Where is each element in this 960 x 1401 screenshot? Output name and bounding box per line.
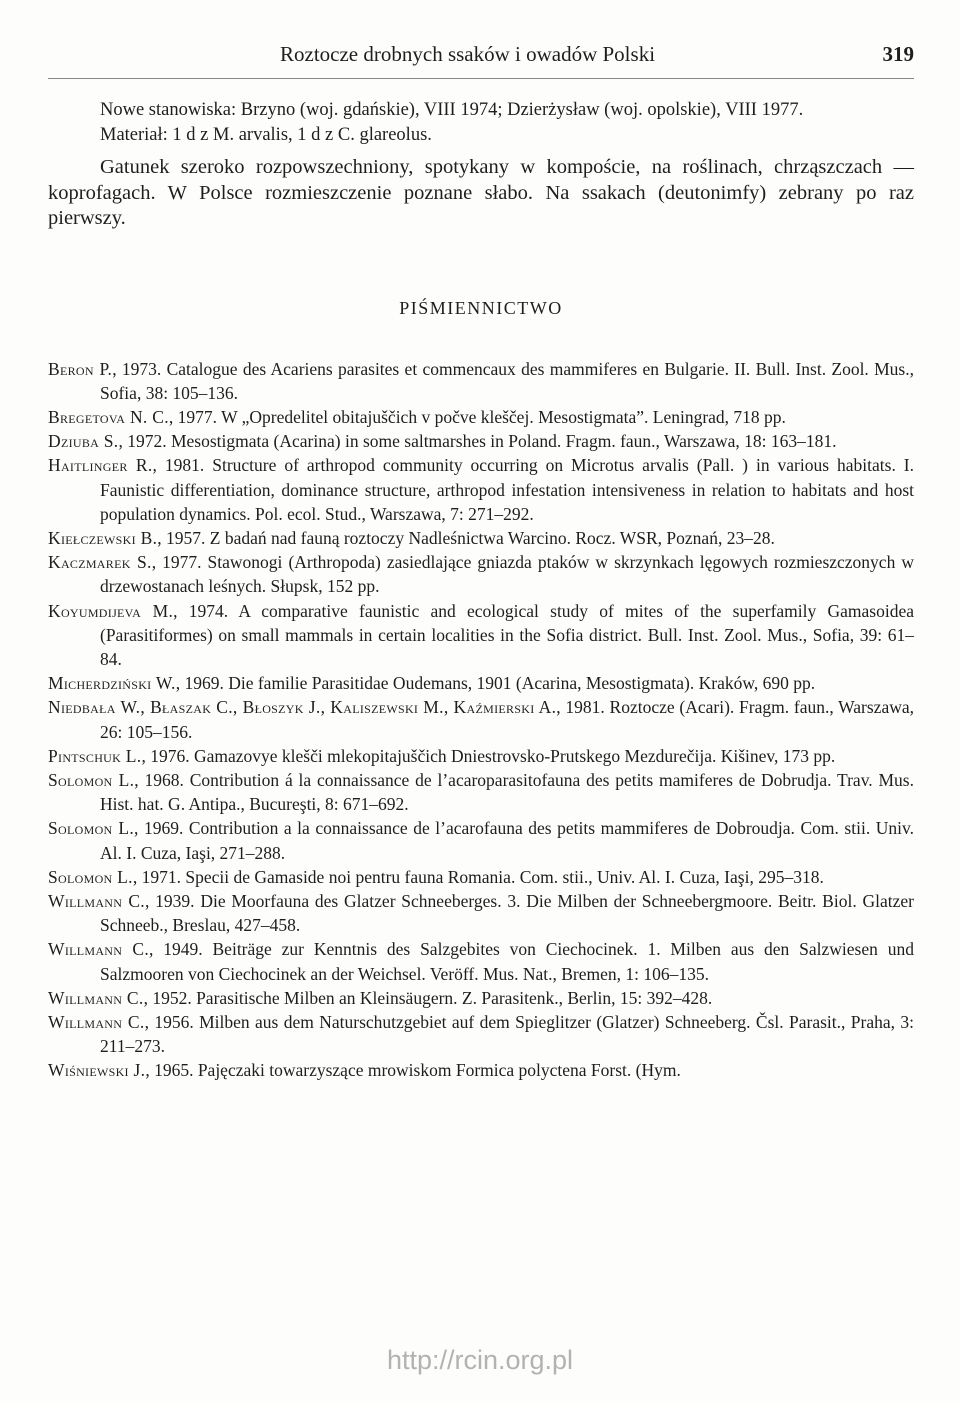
reference-text: , 1972. Mesostigmata (Acarina) in some saltmarshes in Poland. Fragm. faun., Warszawa, 18: 163–181.: [118, 431, 837, 452]
reference-text: , 1957. Z badań nad fauną roztoczy Nadleśnictwa Warcino. Rocz. WSR, Poznań, 23–28.: [157, 527, 775, 548]
reference-item: [48, 1058, 914, 1082]
reference-item: [48, 986, 914, 1010]
reference-item: [48, 550, 914, 598]
reference-text: , 1969. Die familie Parasitidae Oudemans, 1901 (Acarina, Mesostigmata). Kraków, 690 pp.: [175, 673, 816, 694]
reference-text: , 1981. Structure of arthropod community occurring on Microtus arvalis (Pall. ) in various habitats. I. Faunistic differentiation, dominance structure, arthropod infestation intensiveness in relation to habitats and host population dynamics. Pol. ecol. Stud., Warszawa, 7: 271–292.: [100, 455, 914, 524]
running-header: [48, 42, 914, 72]
reference-item: [48, 889, 914, 937]
reference-text: , 1974. A comparative faunistic and ecological study of mites of the superfamily Gamasoidea (Parasitiformes) on small mammals in certain localities in the Sofia district. Bull. Inst. Zool. Mus., Sofia, 39: 61–84.: [100, 600, 914, 669]
reference-item: [48, 671, 914, 695]
reference-author: Bregetova N. C.: [48, 406, 169, 427]
reference-list: [48, 357, 914, 1083]
reference-author: Pintschuk L.: [48, 745, 142, 766]
reference-author: Willmann C.: [48, 1011, 145, 1032]
reference-item: [48, 599, 914, 672]
reference-text: , 1939. Die Moorfauna des Glatzer Schneeberges. 3. Die Milben der Schneebergmoore. Beitr. Biol. Glatzer Schneeb., Breslau, 427–458.: [100, 890, 914, 936]
reference-author: Solomon L.: [48, 866, 133, 887]
running-title: Roztocze drobnych ssaków i owadów Polski: [280, 42, 656, 66]
reference-item: [48, 865, 914, 889]
reference-author: Willmann C.: [48, 987, 144, 1008]
reference-item: [48, 453, 914, 526]
reference-author: Kaczmarek S.: [48, 552, 152, 573]
intro-material: Materiał: 1 d z M. arvalis, 1 d z C. glareolus.: [100, 125, 432, 145]
reference-item: [48, 937, 914, 985]
reference-author: Wiśniewski J.: [48, 1060, 146, 1081]
reference-text: , 1965. Pajęczaki towarzyszące mrowiskom Formica polyctena Forst. (Hym.: [145, 1060, 681, 1081]
reference-text: , 1969. Contribution a la connaissance de l’acarofauna des petits mammiferes de Dobroudja. Com. stii. Univ. Al. I. Cuza, Iaşi, 271–288.: [100, 818, 914, 863]
reference-text: , 1976. Gamazovye klešči mlekopitajuščich Dniestrovsko-Prutskego Mezdurečija. Kišinev, 173 pp.: [141, 745, 836, 766]
reference-author: Haitlinger R.: [48, 455, 153, 476]
reference-item: [48, 405, 914, 429]
page-body: [48, 98, 914, 1083]
reference-text: , 1956. Milben aus dem Naturschutzgebiet auf dem Spieglitzer (Glatzer) Schneeberg. Čsl. Parasit., Praha, 3: 211–273.: [100, 1011, 914, 1057]
reference-item: [48, 357, 914, 405]
reference-item: [48, 816, 914, 864]
reference-author: Micherdziński W.: [48, 673, 176, 694]
reference-author: Dziuba S.: [48, 431, 119, 452]
reference-author: Kiełczewski B.: [48, 527, 158, 548]
header-rule: [48, 78, 914, 79]
section-title: PIŚMIENNICTWO: [399, 297, 563, 318]
reference-item: [48, 695, 914, 743]
reference-item: [48, 526, 914, 550]
reference-item: [48, 429, 914, 453]
reference-text: , 1981. Roztocze (Acari). Fragm. faun., Warszawa, 26: 105–156.: [100, 697, 914, 742]
reference-author: Beron P.: [48, 358, 113, 379]
reference-text: , 1977. W „Opredelitel obitajuščich v počve kleščej. Mesostigmata”. Leningrad, 718 pp.: [168, 406, 786, 427]
reference-text: , 1973. Catalogue des Acariens parasites et commencaux des mammiferes en Bulgarie. II. Bull. Inst. Zool. Mus., Sofia, 38: 105–136.: [100, 358, 914, 403]
reference-text: , 1977. Stawonogi (Arthropoda) zasiedlające gniazda ptaków w skrzynkach lęgowych rozmieszczonych w drzewostanach leśnych. Słupsk, 152 pp.: [100, 552, 915, 597]
reference-text: , 1968. Contribution á la connaissance de l’acaroparasitofauna des petits mamiferes de Dobrudja. Trav. Mus. Hist. hat. G. Antipa., Bucureşti, 8: 671–692.: [100, 769, 914, 815]
reference-author: Willmann C.: [48, 890, 145, 911]
reference-item: [48, 768, 914, 816]
reference-author: Koyumdijeva M.: [48, 600, 174, 621]
reference-author: Niedbała W., Błaszak C., Błoszyk J., Kaliszewski M., Kaźmierski A.: [48, 697, 557, 718]
reference-author: Solomon L.: [48, 818, 135, 839]
reference-item: [48, 1010, 914, 1058]
reference-author: Solomon L.: [48, 769, 135, 790]
intro-localities: Nowe stanowiska: Brzyno (woj. gdańskie), VIII 1974; Dzierżysław (woj. opolskie), VIII 1977.: [100, 100, 804, 120]
watermark: http://rcin.org.pl: [386, 1345, 574, 1375]
reference-text: , 1952. Parasitische Milben an Kleinsäugern. Z. Parasitenk., Berlin, 15: 392–428.: [143, 987, 713, 1008]
reference-author: Willmann C.: [48, 939, 150, 960]
reference-text: , 1949. Beiträge zur Kenntnis des Salzgebites von Ciechocinek. 1. Milben aus den Salzwiesen und Salzmooren von Ciechocinek an der Weichsel. Veröff. Mus. Nat., Bremen, 1: 106–135.: [100, 939, 914, 984]
reference-text: , 1971. Specii de Gamaside noi pentru fauna Romania. Com. stii., Univ. Al. I. Cuza, Iaşi, 295–318.: [132, 866, 824, 887]
intro-paragraph: Gatunek szeroko rozpowszechniony, spotykany w kompoście, na roślinach, chrząszczach — koprofagach. W Polsce rozmieszczenie poznane słabo. Na ssakach (deutonimfy) zebrany po raz pierwszy.: [48, 156, 914, 229]
page-number: 319: [882, 42, 914, 66]
reference-item: [48, 744, 914, 768]
